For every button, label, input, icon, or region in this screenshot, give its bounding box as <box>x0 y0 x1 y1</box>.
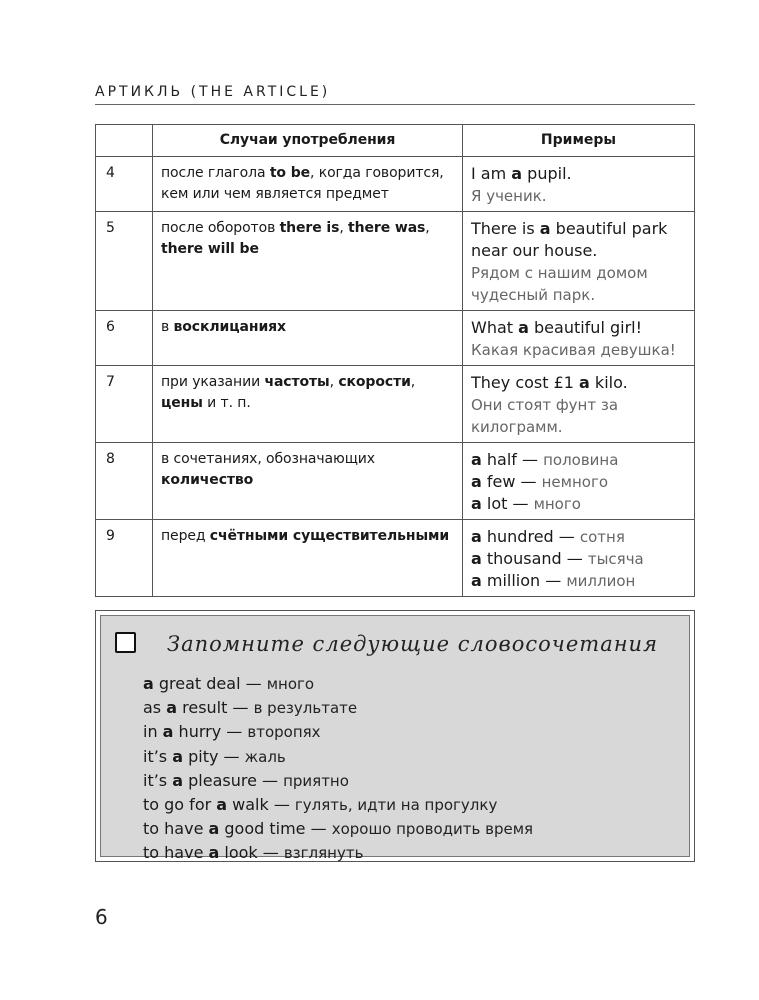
phrase-translation: приятно <box>283 771 349 790</box>
usage-text: , <box>339 220 349 236</box>
memo-item <box>143 672 533 696</box>
example-translation: Они стоят фунт за килограмм. <box>471 396 619 436</box>
phrase-text: pity — <box>183 746 245 766</box>
article-a: a <box>172 746 184 766</box>
phrase-text: walk — <box>227 795 295 815</box>
phrase-text: it’s <box>143 770 173 790</box>
examples-cell <box>463 366 695 443</box>
phrase-text: good time — <box>219 819 332 839</box>
phrase-text: to go for <box>143 795 217 815</box>
memo-item <box>143 817 533 841</box>
memo-title: Запомните следующие словосочетания <box>167 632 658 656</box>
usage-bold-term: счётными существительными <box>209 528 450 544</box>
usage-bold-term: восклицаниях <box>173 319 286 335</box>
example-text: million — <box>481 571 567 590</box>
article-a: a <box>208 843 220 863</box>
header-number-cell <box>96 125 153 157</box>
usage-table <box>95 124 695 597</box>
usage-bold-term: частоты <box>264 374 330 390</box>
article-a: a <box>208 819 220 839</box>
article-a: a <box>511 164 523 183</box>
example-line <box>471 449 688 471</box>
table-row <box>96 212 695 311</box>
example-text: thousand — <box>481 549 588 568</box>
example-translation: Я ученик. <box>471 187 547 205</box>
example-translation: сотня <box>579 528 625 546</box>
usage-text: , <box>410 374 416 390</box>
usage-text: , <box>425 220 430 236</box>
memo-item <box>143 720 533 744</box>
usage-text: в сочетаниях, обозначающих <box>161 451 375 467</box>
example-translation: миллион <box>566 572 636 590</box>
usage-bold-term: there was <box>348 220 426 236</box>
article-a: a <box>471 549 482 568</box>
example-line <box>471 548 688 570</box>
examples-cell <box>463 443 695 520</box>
usage-text: после оборотов <box>161 220 280 236</box>
phrase-translation: хорошо проводить время <box>331 820 534 839</box>
example-translation: Рядом с нашим домом чудесный парк. <box>471 264 648 304</box>
usage-cell <box>153 157 463 212</box>
memo-item <box>143 769 533 793</box>
example-text: kilo. <box>589 373 628 392</box>
article-a: a <box>172 770 184 790</box>
usage-cell <box>153 520 463 597</box>
examples-cell <box>463 157 695 212</box>
memo-item <box>143 841 533 865</box>
usage-cell <box>153 443 463 520</box>
phrase-text: as <box>143 698 167 718</box>
example-text: beautiful park near our house. <box>471 219 668 260</box>
usage-text: после глагола <box>161 165 270 181</box>
header-rule <box>95 104 695 105</box>
phrase-text: in <box>143 722 163 742</box>
page-number: 6 <box>95 905 108 929</box>
usage-cell <box>153 212 463 311</box>
usage-text: перед <box>161 528 210 544</box>
article-a: a <box>166 698 178 718</box>
memo-box <box>95 610 695 862</box>
phrase-translation: взглянуть <box>283 844 364 863</box>
usage-cell <box>153 366 463 443</box>
example-translation: немного <box>541 473 609 491</box>
example-text: hundred — <box>481 527 580 546</box>
row-number: 4 <box>96 157 153 212</box>
header-examples-cell: Примеры <box>463 125 695 157</box>
article-a: a <box>216 795 228 815</box>
phrase-text: look — <box>219 843 284 863</box>
example-line <box>471 471 688 493</box>
usage-bold-term: there will be <box>161 241 259 257</box>
example-text: There is <box>471 219 540 238</box>
example-text: pupil. <box>522 164 572 183</box>
phrase-text: hurry — <box>173 722 248 742</box>
example-text: I am <box>471 164 512 183</box>
table-body <box>96 157 695 597</box>
running-header: АРТИКЛЬ (THE ARTICLE) <box>95 84 331 100</box>
article-a: a <box>471 571 482 590</box>
usage-text: , когда говорится, кем или чем является предмет <box>161 165 444 202</box>
example-english <box>471 163 688 185</box>
row-number: 6 <box>96 311 153 366</box>
table-row <box>96 311 695 366</box>
usage-bold-term: скорости <box>338 374 411 390</box>
memo-item <box>143 745 533 769</box>
example-text: few — <box>481 472 542 491</box>
phrase-text: result — <box>177 698 254 718</box>
example-translation: тысяча <box>587 550 644 568</box>
phrase-text: to have <box>143 819 209 839</box>
examples-cell <box>463 520 695 597</box>
phrase-text: great deal — <box>153 674 267 693</box>
table-row <box>96 443 695 520</box>
phrase-text: to have <box>143 843 209 863</box>
row-number: 7 <box>96 366 153 443</box>
memo-item <box>143 793 533 817</box>
usage-cell <box>153 311 463 366</box>
phrase-translation: много <box>266 675 315 693</box>
usage-bold-term: количество <box>161 472 254 488</box>
memo-list <box>143 672 533 866</box>
phrase-text: it’s <box>143 746 173 766</box>
usage-text: при указании <box>161 374 265 390</box>
phrase-translation: второпях <box>247 723 321 742</box>
article-a: a <box>471 527 482 546</box>
phrase-translation: жаль <box>244 747 286 766</box>
example-line <box>471 493 688 515</box>
examples-cell <box>463 212 695 311</box>
row-number: 9 <box>96 520 153 597</box>
table-row <box>96 366 695 443</box>
table-row <box>96 520 695 597</box>
header-usage-cell: Случаи употребления <box>153 125 463 157</box>
article-a: a <box>471 450 482 469</box>
usage-text: в <box>161 319 174 335</box>
example-english <box>471 317 688 339</box>
article-a: a <box>162 722 174 742</box>
example-text: They cost £1 <box>471 373 580 392</box>
phrase-text: pleasure — <box>183 770 284 790</box>
example-translation: половина <box>543 451 619 469</box>
article-a: a <box>579 373 590 392</box>
example-english <box>471 372 688 394</box>
example-line <box>471 526 688 548</box>
article-a: a <box>539 219 551 238</box>
example-text: lot — <box>481 494 534 513</box>
usage-bold-term: there is <box>279 220 340 236</box>
checkbox-icon <box>115 632 136 653</box>
usage-text: , <box>329 374 339 390</box>
example-english <box>471 218 688 262</box>
usage-text: и т. п. <box>202 395 251 411</box>
article-a: a <box>471 472 482 491</box>
table-row <box>96 157 695 212</box>
example-translation: Какая красивая девушка! <box>471 341 676 359</box>
row-number: 8 <box>96 443 153 520</box>
phrase-translation: гулять, идти на прогулку <box>294 796 498 815</box>
example-text: beautiful girl! <box>528 318 643 337</box>
usage-bold-term: цены <box>161 395 203 411</box>
table-header-row <box>96 125 695 157</box>
memo-item <box>143 696 533 720</box>
row-number: 5 <box>96 212 153 311</box>
phrase-translation: в результате <box>253 699 358 718</box>
article-a: a <box>518 318 529 337</box>
example-text: half — <box>481 450 544 469</box>
usage-bold-term: to be <box>269 165 311 181</box>
article-a: a <box>143 674 154 693</box>
example-line <box>471 570 688 592</box>
memo-inner <box>100 615 690 863</box>
example-translation: много <box>533 495 581 513</box>
article-a: a <box>471 494 482 513</box>
examples-cell <box>463 311 695 366</box>
example-text: What <box>471 318 519 337</box>
